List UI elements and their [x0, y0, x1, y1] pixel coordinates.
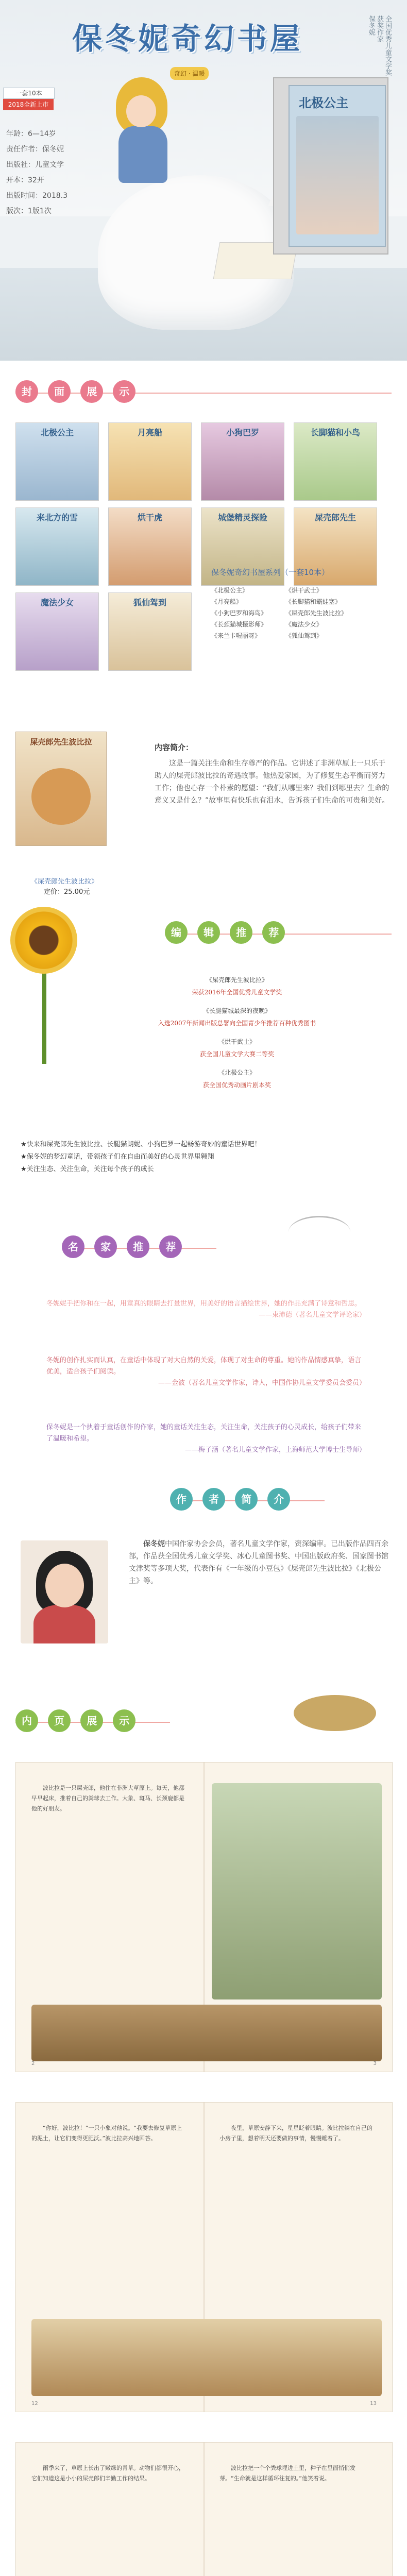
heading-char: 辑 [197, 921, 220, 944]
author-name: 保冬妮 [143, 1540, 165, 1548]
rec-book: 《北极公主》 [218, 1069, 256, 1076]
heading-char: 展 [80, 1709, 103, 1732]
book-cover-title: 城堡精灵探险 [217, 513, 267, 522]
book-cover [108, 422, 192, 501]
hero-side-line: 保冬妮 [367, 15, 375, 36]
book-info-line: 出版社：儿童文学 [6, 161, 64, 169]
rec-book: 《屎壳郎先生波比拉》 [206, 976, 268, 984]
highlight-list [21, 1139, 392, 1176]
inner-page-spread [15, 1762, 393, 2072]
intro-body: 这是一篇关注生命和生存尊严的作品。它讲述了非洲草原上一只乐于助人的屎壳郎波比拉的奇遇故事。他热爱家园，为了修复生态平衡而努力工作；他也心存一个朴素的愿望：“我们从哪里来？我们到哪里去？生命的意义又是什么？”故事里有快乐也有泪水，告诉孩子们生命的可贵和美好。 [155, 759, 389, 805]
page-number: 13 [370, 2401, 377, 2406]
page-number: 3 [373, 2061, 377, 2066]
series-item: 《小狗巴罗和海鸟》 [211, 609, 267, 617]
author-bio-text: 中国作家协会会员，著名儿童文学作家，资深编审。已出版作品四百余部，作品获全国优秀儿童文学奖、冰心儿童图书奖、中国出版政府奖、国家图书馆文津奖等多项大奖，代表作有《一年级的小豆包》《屎壳郎先生波比拉》《北极公主》等。 [129, 1540, 388, 1585]
book-cover-title: 狐仙驾到 [133, 598, 166, 607]
heading-char: 推 [230, 921, 252, 944]
heading-char: 展 [80, 380, 103, 403]
book-info-line: 责任作者：保冬妮 [6, 145, 64, 154]
recommendation [72, 1036, 402, 1060]
series-item: 《长脚猫和霸蛙塞》 [285, 598, 341, 605]
author-bio [129, 1538, 392, 1587]
section-heading-author [0, 1479, 407, 1525]
book-cover-title: 小狗巴罗 [226, 428, 259, 437]
heading-char: 介 [267, 1488, 290, 1511]
featured-book-name: 《屎壳郎先生波比拉》 [31, 878, 98, 886]
series-item: 《长颈猫城摄影师》 [211, 621, 267, 628]
hero-badge: 奇幻 · 温暖 [170, 67, 209, 80]
recommendation [72, 1066, 402, 1091]
comment-source: ——梅子涵（著名儿童文学作家，上海师范大学博士生导师） [184, 1446, 366, 1454]
hero-title: 保冬妮奇幻书屋 [72, 21, 303, 56]
comment [46, 1298, 366, 1321]
rec-award: 获全国儿童文学大赛二等奖 [199, 1050, 274, 1058]
book-cover [15, 422, 99, 501]
heading-char: 内 [15, 1709, 38, 1732]
hero-side-text [361, 15, 392, 76]
series-item: 《来兰卡喔丽呀》 [211, 632, 261, 639]
book-cover-title: 月亮船 [137, 428, 162, 437]
rec-award: 获全国优秀动画片剧本奖 [202, 1081, 271, 1089]
heading-char: 荐 [262, 921, 285, 944]
recommendation [72, 1005, 402, 1029]
heading-char: 名 [62, 1235, 84, 1258]
heading-char: 者 [202, 1488, 225, 1511]
inner-page-spread [15, 2102, 393, 2412]
page-text: 波比拉把一个个粪球埋进土里，种子在里面悄悄发芽。“生命就是这样循环往复的。”他笑着说。 [219, 2465, 355, 2482]
crane-illustration [289, 1216, 350, 1248]
page-illustration [31, 2319, 382, 2396]
comment-text: 保冬妮是一个执着于童话创作的作家，她的童话关注生态，关注生命，关注孩子的心灵成长，给孩子们带来了温暖和希望。 [46, 1423, 362, 1443]
page-text: 波比拉是一只屎壳郎，他住在非洲大草原上。每天，他都早早起床，推着自己的粪球去工作。大象、斑马、长颈鹿都是他的好朋友。 [31, 1785, 184, 1812]
book-cover-title: 来北方的雪 [36, 513, 78, 522]
featured-book-title: 屎壳郎先生波比拉 [30, 737, 92, 747]
box-set-title: 北极公主 [299, 96, 348, 110]
book-info [6, 126, 67, 219]
rec-book: 《长腿猫城最深的夜晚》 [202, 1007, 271, 1014]
hero-banner [0, 0, 407, 361]
series-list [211, 585, 366, 641]
book-cover [108, 592, 192, 671]
book-cover [15, 507, 99, 586]
heading-char: 页 [48, 1709, 71, 1732]
series-item: 《魔法少女》 [285, 621, 323, 628]
page-number: 2 [31, 2061, 35, 2066]
heading-char: 家 [94, 1235, 117, 1258]
section-heading-covers [0, 371, 407, 417]
page-text: “你好，波比拉！”一只小象对他说。“我要去修复草原上的泥土，让它们变得更肥沃。”波比拉高兴地回答。 [31, 2125, 182, 2142]
heading-char: 编 [165, 921, 188, 944]
box-set-cover-art [296, 116, 379, 234]
book-cover-title: 屎壳郎先生 [314, 513, 356, 522]
series-item: 《月亮船》 [211, 598, 243, 605]
comment [46, 1422, 366, 1456]
series-item: 《屎壳郎先生波比拉》 [285, 609, 347, 617]
book-info-line: 版次：1版1次 [6, 207, 52, 215]
heading-char: 示 [113, 1709, 135, 1732]
book-cover-title: 魔法少女 [40, 598, 74, 607]
book-info-line: 开本：32开 [6, 176, 44, 184]
book-cover [108, 507, 192, 586]
series-title: 保冬妮奇幻书屋系列（一套10本） [211, 568, 330, 577]
page-illustration [212, 1783, 382, 1999]
book-cover-title: 烘干虎 [137, 513, 162, 522]
heading-char: 荐 [159, 1235, 182, 1258]
recommendation [72, 974, 402, 998]
inner-page-spread [15, 2442, 393, 2576]
comment-source: ——束沛德（著名儿童文学评论家） [258, 1311, 366, 1319]
comment-text: 冬妮的创作扎实而认真，在童话中体现了对大自然的关爱，体现了对生命的尊重。她的作品情感真挚，语言优美，适合孩子们阅读。 [46, 1357, 362, 1376]
rec-award: 荣获2016年全国优秀儿童文学奖 [192, 989, 282, 996]
basket-illustration [294, 1695, 376, 1731]
rec-award: 入选2007年新闻出版总署向全国青少年推荐百种优秀图书 [158, 1020, 316, 1027]
featured-book-cover [15, 732, 107, 846]
heading-char: 作 [170, 1488, 193, 1511]
highlight-item: ★关注生态、关注生命，关注每个孩子的成长 [21, 1165, 154, 1173]
lion-illustration [31, 768, 91, 825]
highlight-item: ★快来和屎壳郎先生波比拉、长腿猫朗妮、小狗巴罗一起畅游奇妙的童话世界吧！ [21, 1141, 261, 1148]
book-info-line: 年龄：6—14岁 [6, 130, 56, 138]
hero-side-line: 获奖作家 [376, 15, 383, 42]
girl-illustration [103, 77, 180, 185]
book-cover [294, 422, 377, 501]
series-item: 《烘干武士》 [285, 587, 323, 594]
featured-book-price: 定价：25.00元 [44, 888, 90, 896]
book-cover-title: 北极公主 [40, 428, 74, 437]
comment-text: 冬妮妮手把你和在一起，用童真的眼睛去打量世界，用美好的语言描绘世界，她的作品充满了诗意和哲思。 [46, 1300, 362, 1308]
book-cover-title: 长脚猫和小鸟 [310, 428, 360, 437]
series-item: 《狐仙驾到》 [285, 632, 323, 639]
hero-tag-year: 2018全新上市 [3, 99, 54, 110]
page-text: 雨季来了，草原上长出了嫩绿的青草。动物们都很开心，它们知道这是小小的屎壳郎们辛勤工作的结果。 [31, 2465, 184, 2482]
intro-label: 内容简介： [155, 743, 194, 752]
heading-char: 推 [127, 1235, 149, 1258]
heading-char: 封 [15, 380, 38, 403]
comment [46, 1355, 366, 1389]
book-cover [15, 592, 99, 671]
sunflower-illustration [5, 907, 82, 1066]
page-text: 夜里，草原安静下来，星星眨着眼睛。波比拉躺在自己的小房子里，想着明天还要做的事情，慢慢睡着了。 [219, 2125, 372, 2142]
book-cover [201, 422, 284, 501]
series-item: 《北极公主》 [211, 587, 249, 594]
heading-char: 示 [113, 380, 135, 403]
comment-source: ——金波（著名儿童文学作家，诗人，中国作协儿童文学委员会委员） [158, 1379, 366, 1387]
author-photo [21, 1540, 108, 1643]
heading-char: 简 [235, 1488, 258, 1511]
highlight-item: ★保冬妮的梦幻童话，带领孩子们在自由而美好的心灵世界里翱翔 [21, 1153, 214, 1161]
hero-side-line: 全国优秀儿童文学奖 [384, 15, 392, 76]
hero-tag: 一套10本 [3, 88, 55, 99]
page-illustration [31, 2005, 382, 2061]
rec-book: 《烘干武士》 [218, 1038, 256, 1045]
book-info-line: 出版时间：2018.3 [6, 192, 67, 200]
page-number: 12 [31, 2401, 38, 2406]
heading-char: 面 [48, 380, 71, 403]
